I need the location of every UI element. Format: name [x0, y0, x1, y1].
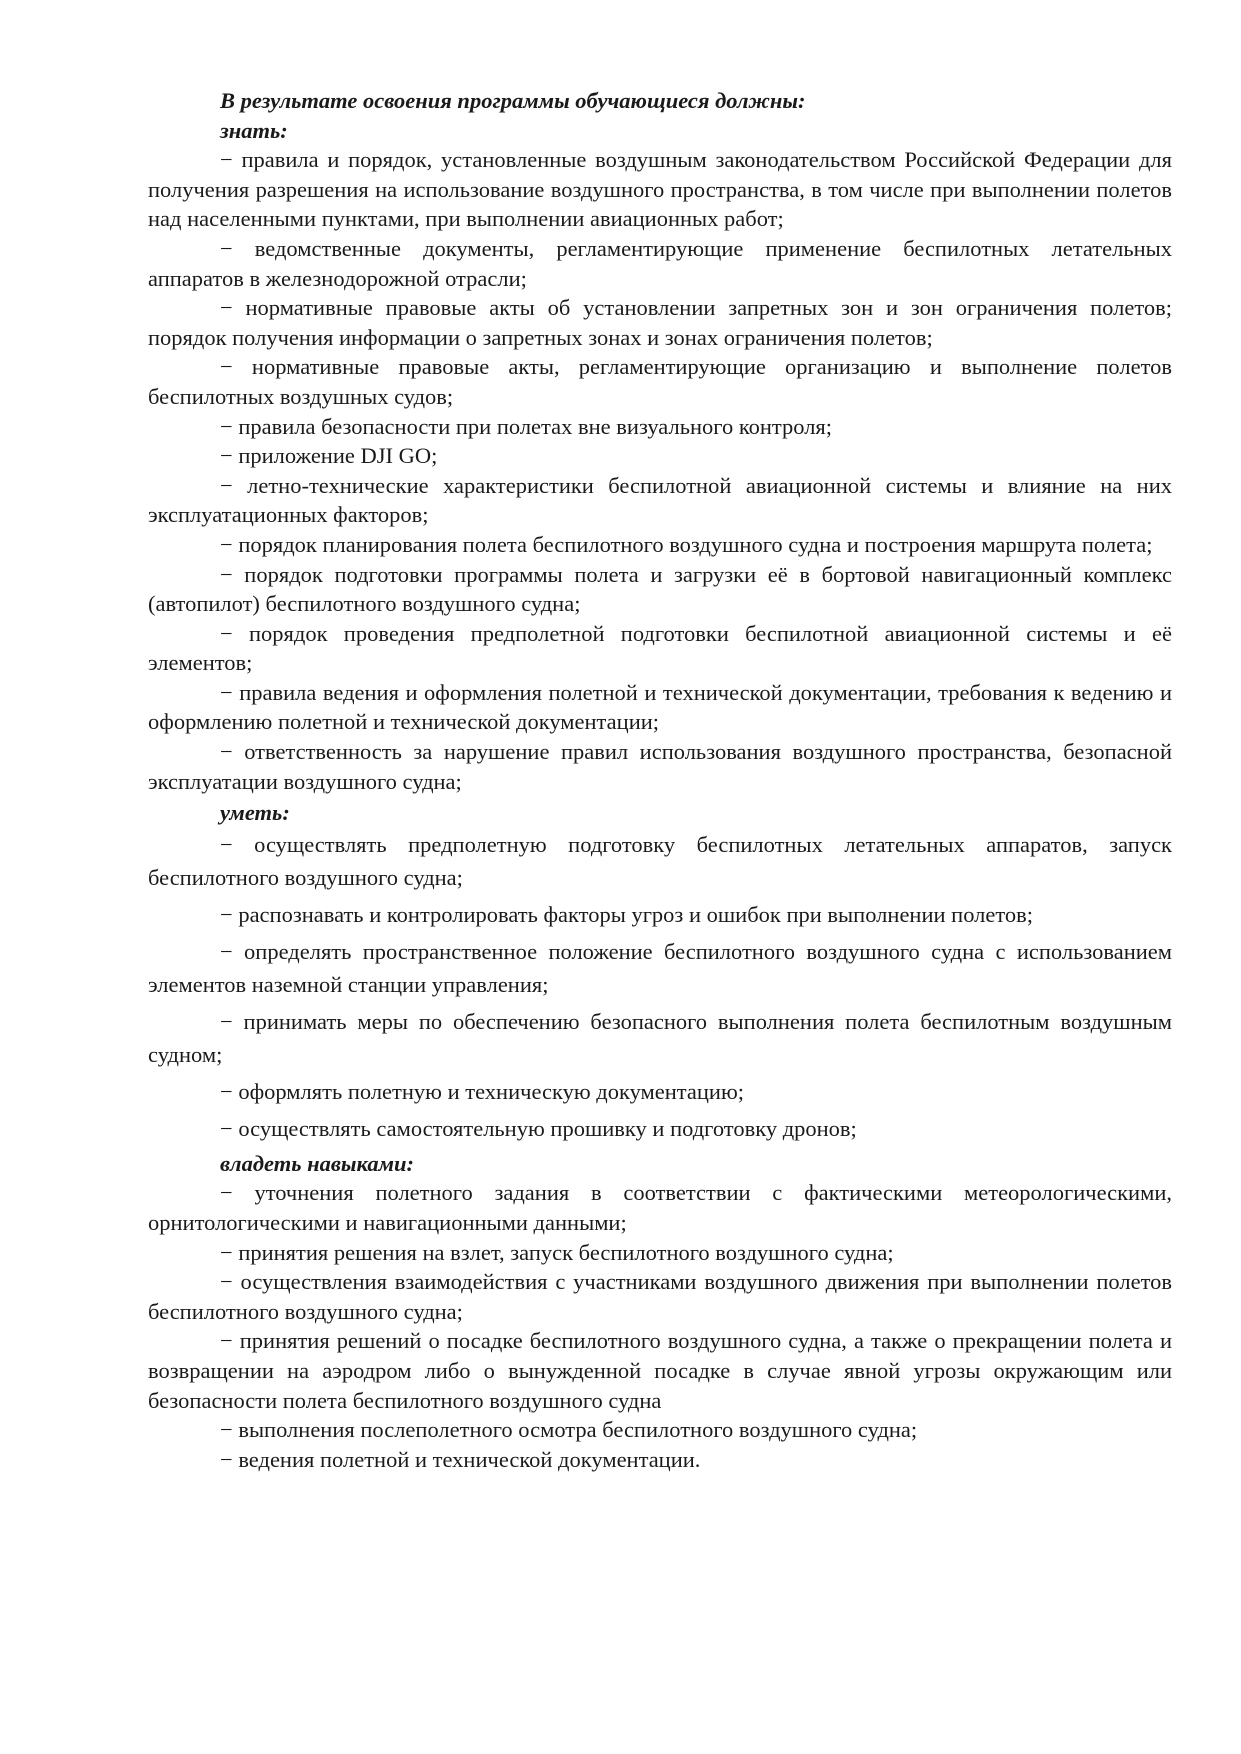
able-heading: уметь: — [220, 800, 290, 826]
list-item: − порядок планирования полета беспилотного воздушного судна и построения маршрута полета; — [220, 531, 1153, 557]
list-item: − ведомственные документы, регламентирующие применение беспилотных летательных аппаратов в железнодорожной отрасли; — [148, 235, 1172, 291]
list-item: − осуществления взаимодействия с участниками воздушного движения при выполнении полетов беспилотного воздушного судна; — [148, 1269, 1172, 1324]
list-item: − определять пространственное положение беспилотного воздушного судна с использованием элементов наземной станции управления; — [148, 938, 1172, 997]
list-item: − ведения полетной и технической документации. — [220, 1446, 701, 1472]
list-item: − порядок подготовки программы полета и загрузки её в бортовой навигационный комплекс (автопилот) беспилотного воздушного судна; — [148, 561, 1172, 617]
list-item: − распознавать и контролировать факторы угроз и ошибок при выполнении полетов; — [220, 901, 1034, 927]
know-list — [148, 145, 1172, 796]
list-item: − уточнения полетного задания в соответствии с фактическими метеорологическими, орнитологическими и навигационными данными; — [148, 1180, 1172, 1236]
list-item: − нормативные правовые акты, регламентирующие организацию и выполнение полетов беспилотных воздушных судов; — [148, 354, 1172, 409]
list-item: − оформлять полетную и техническую документацию; — [220, 1078, 745, 1104]
skills-list — [148, 1178, 1172, 1474]
intro-heading: В результате освоения программы обучающиеся должны: — [220, 88, 806, 113]
list-item: − приложение DJI GO; — [220, 443, 438, 469]
list-item: − летно-технические характеристики беспилотной авиационной системы и влияние на них эксплуатационных факторов; — [148, 472, 1172, 528]
document-page — [148, 86, 1172, 1474]
list-item: − принятия решения на взлет, запуск беспилотного воздушного судна; — [220, 1239, 894, 1265]
list-item: − нормативные правовые акты об установлении запретных зон и зон ограничения полетов; порядок получения информации о запретных зонах и зонах ограничения полетов; — [148, 295, 1172, 350]
list-item: − принятия решений о посадке беспилотного воздушного судна, а также о прекращении полета и возвращении на аэродром либо о вынужденной посадке в случае явной угрозы окружающим или безопасности полета беспилотного воздушного судна — [148, 1328, 1172, 1413]
list-item: − правила безопасности при полетах вне визуального контроля; — [220, 413, 833, 439]
list-item: − осуществлять самостоятельную прошивку и подготовку дронов; — [220, 1115, 857, 1141]
list-item: − порядок проведения предполетной подготовки беспилотной авиационной системы и её элементов; — [148, 620, 1172, 676]
list-item: − ответственность за нарушение правил использования воздушного пространства, безопасной эксплуатации воздушного судна; — [148, 739, 1172, 794]
list-item: − осуществлять предполетную подготовку беспилотных летательных аппаратов, запуск беспилотного воздушного судна; — [148, 831, 1172, 890]
skills-heading: владеть навыками: — [220, 1150, 415, 1176]
list-item: − правила и порядок, установленные воздушным законодательством Российской Федерации для получения разрешения на использование воздушного пространства, в том числе при выполнении полетов над населенными пунктами, при выполнении авиационных работ; — [148, 147, 1172, 232]
list-item: − принимать меры по обеспечению безопасного выполнения полета беспилотным воздушным судном; — [148, 1008, 1172, 1067]
know-heading: знать: — [220, 117, 288, 143]
list-item: − правила ведения и оформления полетной и технической документации, требования к ведению и оформлению полетной и технической документации; — [148, 679, 1172, 735]
list-item: − выполнения послеполетного осмотра беспилотного воздушного судна; — [220, 1417, 918, 1443]
able-list — [148, 828, 1172, 1145]
